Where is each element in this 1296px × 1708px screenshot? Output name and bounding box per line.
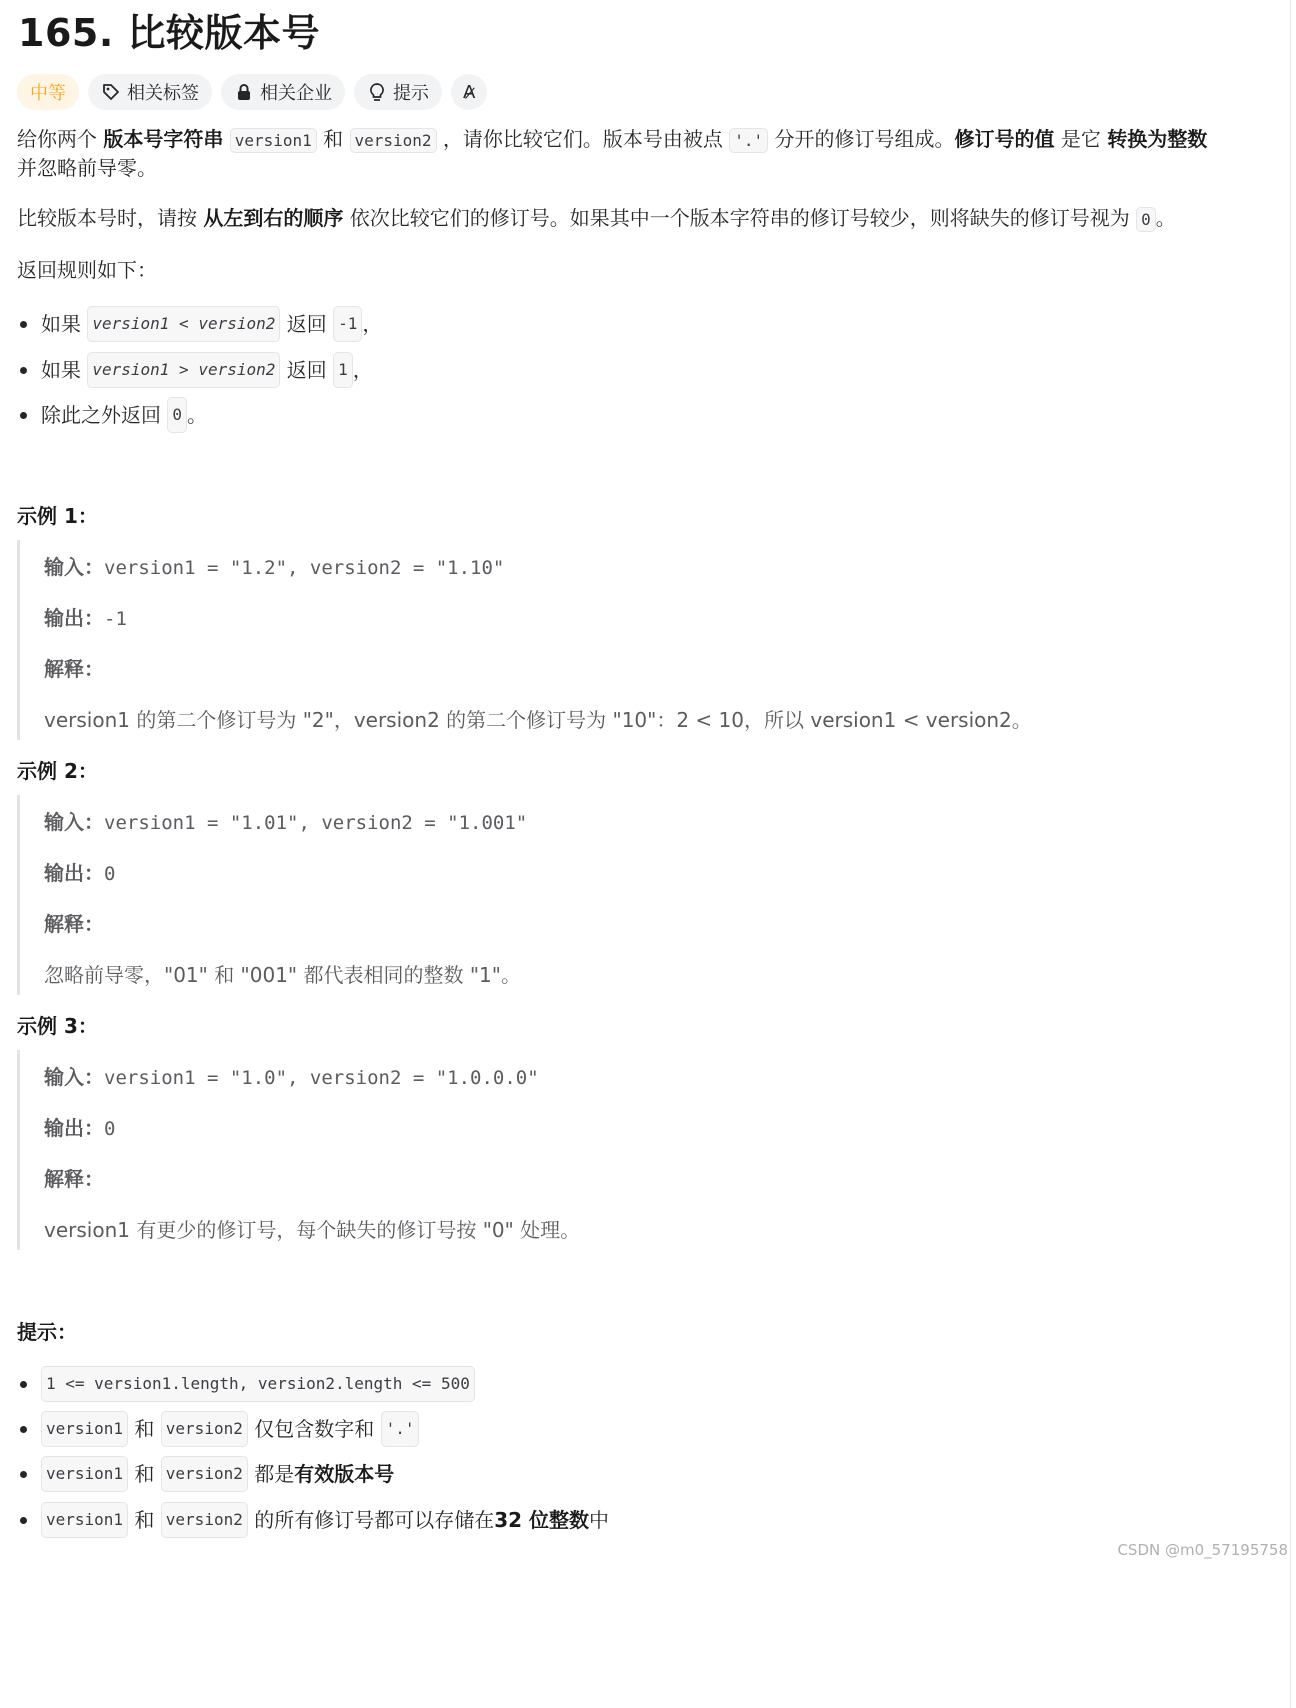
text: 除此之外返回 [41,403,161,427]
example-explanation: 忽略前导零，"01" 和 "001" 都代表相同的整数 "1"。 [44,963,521,987]
input-label: 输入： [44,555,104,579]
translate-button[interactable] [451,74,487,110]
inline-code: 1 [333,352,353,388]
output-label: 输出： [44,606,104,630]
output-value: 0 [104,863,116,885]
inline-code: version1 [230,128,317,153]
text: 返回 [286,312,327,336]
example-output [44,857,115,886]
input-label: 输入： [44,810,104,834]
related-companies-label: 相关企业 [260,83,332,104]
text: 分开的修订号组成。 [774,127,955,151]
text: 仅包含数字和 [254,1417,375,1441]
text: 和 [134,1462,155,1486]
tag-bar [17,74,487,110]
example-explanation: version1 有更少的修订号，每个缺失的修订号按 "0" 处理。 [44,1218,581,1242]
text: 是它 [1054,127,1108,151]
text: 比较版本号时，请按 [17,206,204,230]
inline-code: version2 [161,1411,248,1447]
bold-text: 转换为整数 [1107,127,1208,151]
inline-code: '.' [381,1411,420,1447]
inline-code: version2 [161,1456,248,1492]
bold-text: 从左到右的顺序 [203,206,344,230]
example-block [17,540,1120,740]
list-item [17,397,207,433]
text: 和 [323,127,344,151]
text: 依次比较它们的修订号。如果其中一个版本字符串的修订号较少，则将缺失的修订号视为 [343,206,1130,230]
bullet-dot [20,1426,27,1433]
input-value: version1 = "1.2", version2 = "1.10" [104,557,505,579]
watermark: CSDN @m0_57195758 [1117,1541,1288,1559]
related-companies-button[interactable] [221,74,345,110]
example-output [44,1112,115,1141]
list-item [17,306,382,342]
inline-code: version1 [41,1456,128,1492]
inline-code: '.' [729,128,768,153]
example-explanation: version1 的第二个修订号为 "2"，version2 的第二个修订号为 "10"：2 < 10，所以 version1 < version2。 [44,708,1032,732]
text: 和 [134,1417,155,1441]
constraints-title: 提示： [17,1320,77,1344]
translate-icon: A̷ [463,81,476,103]
bullet-dot [20,1471,27,1478]
output-label: 输出： [44,1116,104,1140]
input-value: version1 = "1.0", version2 = "1.0.0.0" [104,1067,539,1089]
example-title: 示例 3： [17,1014,98,1038]
bold-text: 有效版本号 [294,1462,395,1486]
inline-code: version2 [350,128,437,153]
example-input [44,1061,539,1090]
explain-label: 解释： [44,657,104,681]
bullet-dot [20,367,27,374]
example-input [44,806,527,835]
bullet-dot [20,1381,27,1388]
inline-code: version2 [161,1502,248,1538]
text: ，请你比较它们。版本号由被点 [442,127,723,151]
text: 。 [1155,206,1176,230]
hint-label: 提示 [393,83,429,104]
text: 如果 [41,312,81,336]
input-label: 输入： [44,1065,104,1089]
description-paragraph-1-cont: 并忽略前导零。 [17,156,157,180]
description-paragraph-3: 返回规则如下： [17,258,157,282]
list-item [17,352,373,388]
text: ， [362,312,383,336]
example-input [44,551,504,580]
output-value: -1 [104,608,127,630]
list-item [17,1456,394,1492]
example-explain-label [44,908,104,937]
explain-label: 解释： [44,1167,104,1191]
bold-text: 修订号的值 [954,127,1055,151]
example-block [17,795,1120,995]
bullet-dot [20,321,27,328]
inline-code: version1 [41,1502,128,1538]
inline-code: 0 [167,397,187,433]
bullet-dot [20,412,27,419]
lock-icon [234,82,254,102]
bullet-dot [20,1517,27,1524]
inline-code: version1 > version2 [87,352,280,388]
description-paragraph-1 [17,124,1207,156]
text: 都是 [254,1462,295,1486]
text: 中 [589,1508,609,1532]
tag-icon [101,82,121,102]
output-value: 0 [104,1118,116,1140]
list-item [17,1411,419,1447]
text: 如果 [41,358,81,382]
list-item [17,1502,609,1538]
example-explain-label [44,653,104,682]
hint-button[interactable] [354,74,442,110]
related-tags-label: 相关标签 [127,83,199,104]
example-title: 示例 1： [17,504,98,528]
text: 。 [187,403,207,427]
explain-label: 解释： [44,912,104,936]
inline-code: 0 [1136,207,1156,232]
output-label: 输出： [44,861,104,885]
text: 的所有修订号都可以存储在 [254,1508,495,1532]
text: ， [352,358,373,382]
related-tags-button[interactable] [88,74,212,110]
input-value: version1 = "1.01", version2 = "1.001" [104,812,528,834]
inline-code: version1 < version2 [87,306,280,342]
bold-text: 版本号字符串 [103,127,224,151]
text: 给你两个 [17,127,104,151]
inline-code: version1 [41,1411,128,1447]
inline-code: -1 [333,306,362,342]
lightbulb-icon [367,82,387,102]
difficulty-badge[interactable]: 中等 [17,74,79,110]
inline-code: 1 <= version1.length, version2.length <= 500 [41,1366,475,1402]
bold-text: 32 位整数 [494,1508,589,1532]
example-title: 示例 2： [17,759,98,783]
page-title: 165. 比较版本号 [18,11,320,55]
scrollbar-track[interactable] [1290,0,1291,1708]
text: 返回 [286,358,327,382]
example-explain-label [44,1163,104,1192]
example-output [44,602,127,631]
example-block [17,1050,1120,1250]
description-paragraph-2 [17,203,1176,235]
list-item [17,1366,475,1402]
text: 和 [134,1508,155,1532]
